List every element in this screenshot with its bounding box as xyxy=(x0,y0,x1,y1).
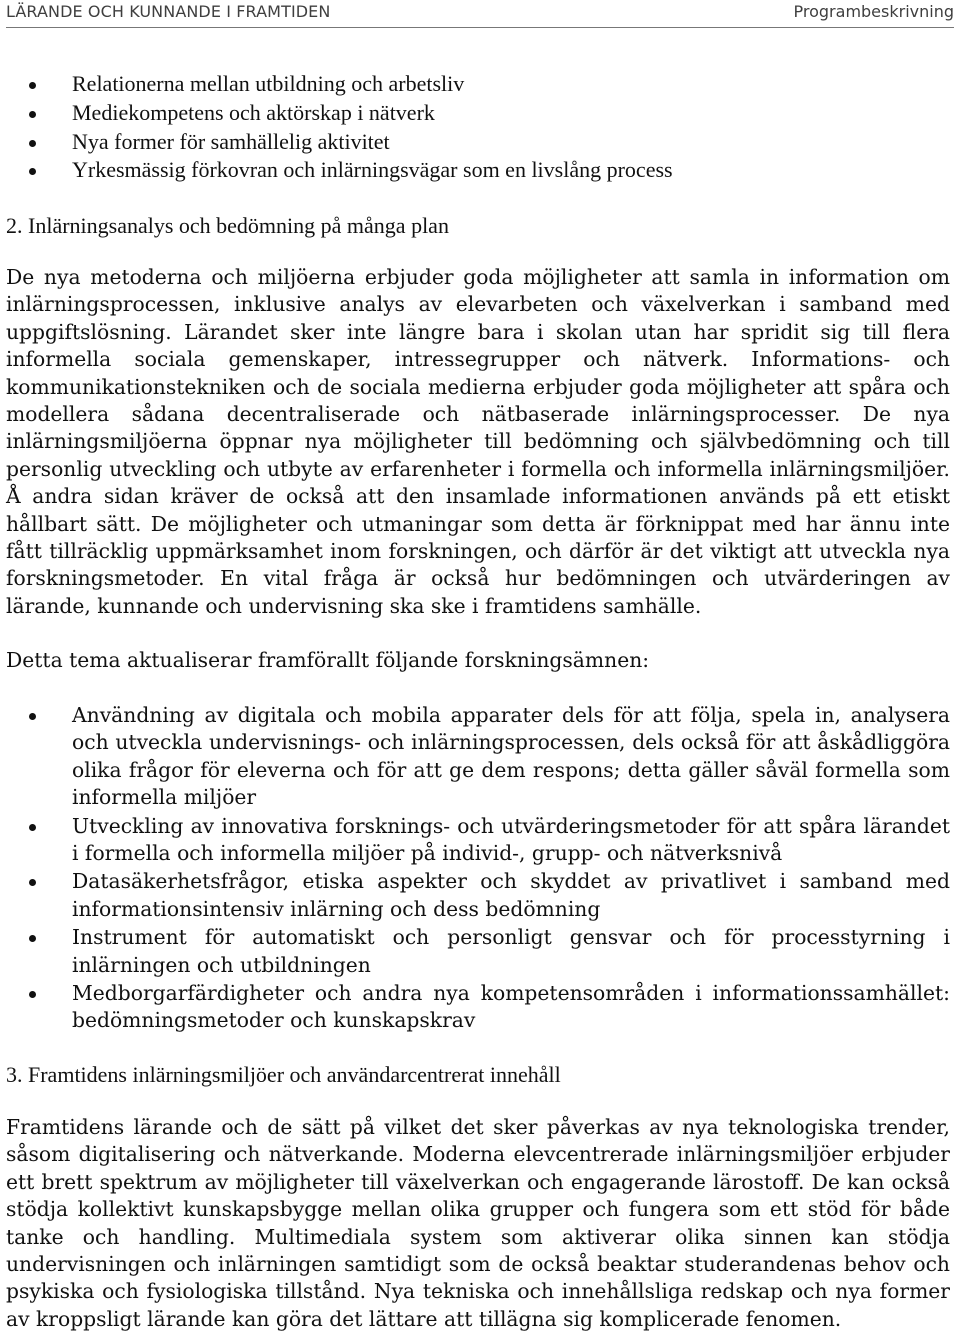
header-title: LÄRANDE OCH KUNNANDE I FRAMTIDEN xyxy=(6,2,331,21)
bullet-icon xyxy=(29,824,36,831)
section-3-paragraph: Framtidens lärande och de sätt på vilket det sker påverkas av nya teknologiska trender, såsom digitalisering och nätverkande. Moderna elevcentrerade inlärningsmiljöer erbjuder ett brett spektrum av möjligheter till växelverkan och engagerande lärostoff. De kan också stödja kollektivt kunskapsbygge mellan olika grupper och fungera som ett stöd för både tanke och handling. Multimediala system som aktiverar olika sinnen kan stödja undervisningen och inlärningen samtidigt som de också beaktar studerandenas behov och psykiska och fysiologiska tillstånd. Nya tekniska och innehållsliga redskap och nya former av kroppsligt lärande kan göra det lättare att tillägna sig komplicerade fenomen. xyxy=(6,1115,950,1331)
list-item xyxy=(6,702,950,812)
list-item-text: Relationerna mellan utbildning och arbetsliv xyxy=(72,71,465,96)
bullet-icon xyxy=(29,111,36,118)
bullet-icon xyxy=(29,82,36,89)
research-topics-list xyxy=(6,702,950,1036)
bullet-icon xyxy=(29,935,36,942)
section-heading-2: 2. Inlärningsanalys och bedömning på många plan xyxy=(6,213,449,238)
list-item-text: Medborgarfärdigheter och andra nya kompetensområden i informationssamhället: bedömningsmetoder och kunskapskrav xyxy=(72,981,950,1033)
section-heading-3: 3. Framtidens inlärningsmiljöer och användarcentrerat innehåll xyxy=(6,1062,561,1087)
list-item xyxy=(6,813,950,868)
list-item xyxy=(6,924,950,979)
list-item-text: Datasäkerhetsfrågor, etiska aspekter och skyddet av privatlivet i samband med informationsintensiv inlärning och dess bedömning xyxy=(72,869,950,921)
bullet-list-top xyxy=(6,70,950,185)
list-item-text: Instrument för automatiskt och personligt gensvar och för processtyrning i inlärningen och utbildningen xyxy=(72,925,950,977)
list-item xyxy=(6,128,950,157)
list-item-text: Utveckling av innovativa forsknings- och utvärderingsmetoder för att spåra lärandet i formella och informella miljöer på individ-, grupp- och nätverksnivå xyxy=(72,813,950,866)
list-item-text: Nya former för samhällelig aktivitet xyxy=(72,128,390,154)
bullet-icon xyxy=(29,713,36,720)
list-item-text: Användning av digitala och mobila apparater dels för att följa, spela in, analysera och utveckla undervisnings- och inlärningsprocessen, dels också för att åskådliggöra olika frågor för eleverna och för att ge dem respons; detta gäller såväl formella som informella miljöer xyxy=(72,703,950,810)
page-header xyxy=(6,0,954,30)
bullet-icon xyxy=(29,168,36,175)
list-item xyxy=(6,99,950,128)
section-2-paragraph: De nya metoderna och miljöerna erbjuder goda möjligheter att samla in information om inlärningsprocessen, inklusive analys av elevarbeten och växelverkan i samband med uppgiftslösning. Lärandet sker inte längre bara i skolan utan har spridit sig till flera informella sociala gemenskaper, intressegrupper och nätverk. Informations- och kommunikationstekniken och de sociala medierna erbjuder goda möjligheter att spåra och modellera sådana decentraliserade och nätbaserade inlärningsprocesser. De nya inlärningsmiljöerna öppnar nya möjligheter till bedömning och självbedömning och till personlig utveckling och utbyte av erfarenheter i formella och informella inlärningsmiljöer. Å andra sidan kräver de också att den insamlade informationen används på ett etiskt hållbart sätt. De möjligheter och utmaningar som detta är förknippat med har ännu inte fått tillräcklig uppmärksamhet inom forskningen, och därför är det viktigt att utveckla nya forskningsmetoder. En vital fråga är också hur bedömningen och utvärderingen av lärande, kunnande och undervisning ska ske i framtidens samhälle. xyxy=(6,265,950,618)
bullet-icon xyxy=(29,140,36,147)
bullet-icon xyxy=(29,991,36,998)
list-item xyxy=(6,868,950,923)
header-doc-type: Programbeskrivning xyxy=(793,2,954,21)
bullet-icon xyxy=(29,879,36,886)
list-item-text: Yrkesmässig förkovran och inlärningsvägar som en livslång process xyxy=(72,157,673,183)
list-item xyxy=(6,156,950,185)
header-divider xyxy=(6,27,954,28)
list-item xyxy=(6,980,950,1035)
list-item xyxy=(6,70,950,99)
list-item-text: Mediekompetens och aktörskap i nätverk xyxy=(72,99,435,125)
topics-intro: Detta tema aktualiserar framförallt följande forskningsämnen: xyxy=(6,648,650,672)
